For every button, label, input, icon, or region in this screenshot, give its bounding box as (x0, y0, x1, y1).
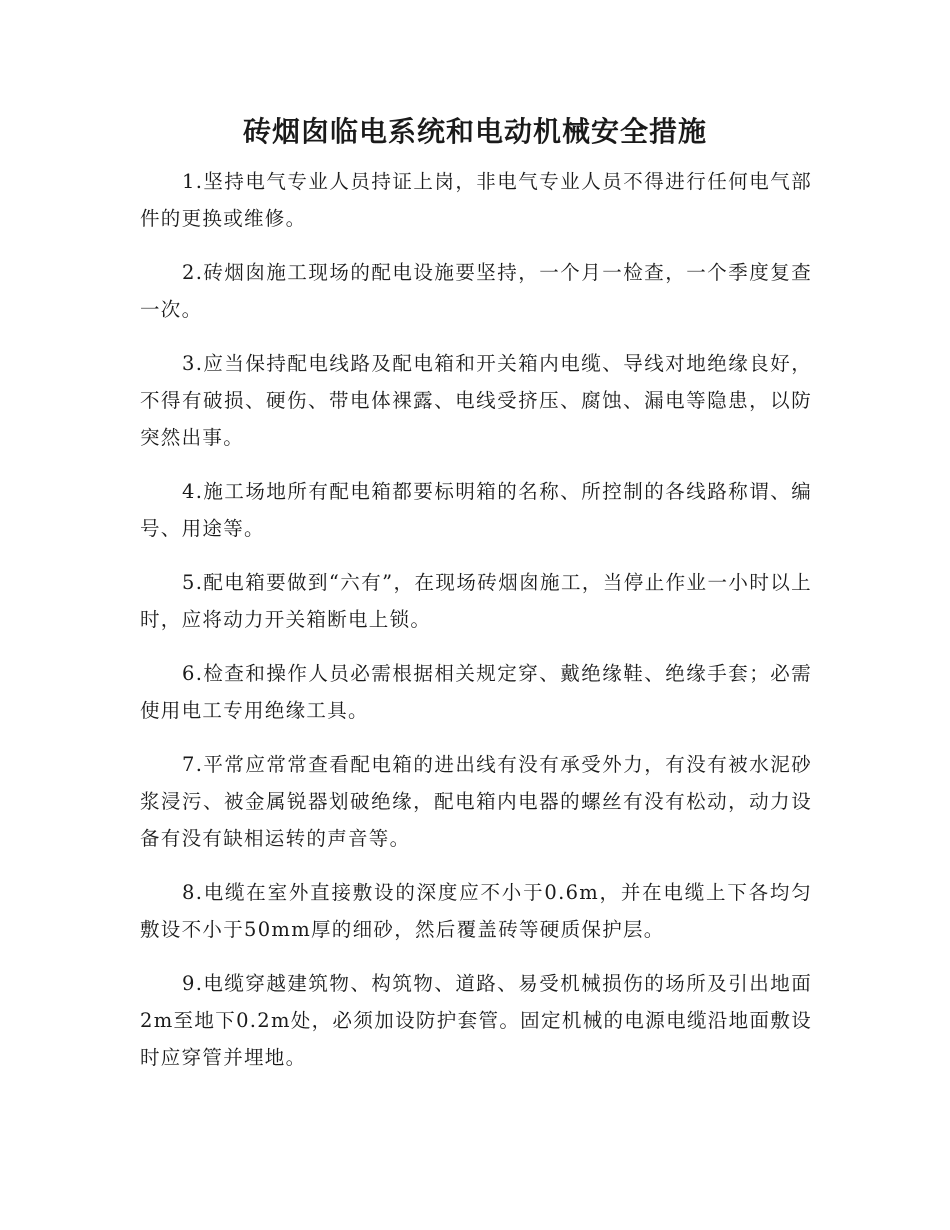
paragraph-8: 8.电缆在室外直接敷设的深度应不小于0.6m，并在电缆上下各均匀敷设不小于50mm厚的细砂，然后覆盖砖等硬质保护层。 (140, 881, 812, 941)
document-body (140, 163, 812, 1093)
paragraph-6: 6.检查和操作人员必需根据相关规定穿、戴绝缘鞋、绝缘手套；必需使用电工专用绝缘工具。 (140, 662, 812, 722)
paragraph-2: 2.砖烟囱施工现场的配电设施要坚持，一个月一检查，一个季度复查一次。 (140, 261, 812, 321)
paragraph-9: 9.电缆穿越建筑物、构筑物、道路、易受机械损伤的场所及引出地面2m至地下0.2m处，必须加设防护套管。固定机械的电源电缆沿地面敷设时应穿管并埋地。 (140, 972, 812, 1069)
paragraph-1: 1.坚持电气专业人员持证上岗，非电气专业人员不得进行任何电气部件的更换或维修。 (140, 170, 812, 230)
paragraph-7: 7.平常应常常查看配电箱的进出线有没有承受外力，有没有被水泥砂浆浸污、被金属锐器划破绝缘，配电箱内电器的螺丝有没有松动，动力设备有没有缺相运转的声音等。 (140, 753, 812, 850)
document-title: 砖烟囱临电系统和电动机械安全措施 (242, 115, 707, 148)
paragraph-4: 4.施工场地所有配电箱都要标明箱的名称、所控制的各线路称谓、编号、用途等。 (140, 480, 812, 540)
paragraph-3: 3.应当保持配电线路及配电箱和开关箱内电缆、导线对地绝缘良好，不得有破损、硬伤、带电体裸露、电线受挤压、腐蚀、漏电等隐患，以防突然出事。 (140, 352, 812, 449)
paragraph-5: 5.配电箱要做到“六有”，在现场砖烟囱施工，当停止作业一小时以上时，应将动力开关箱断电上锁。 (140, 571, 812, 631)
